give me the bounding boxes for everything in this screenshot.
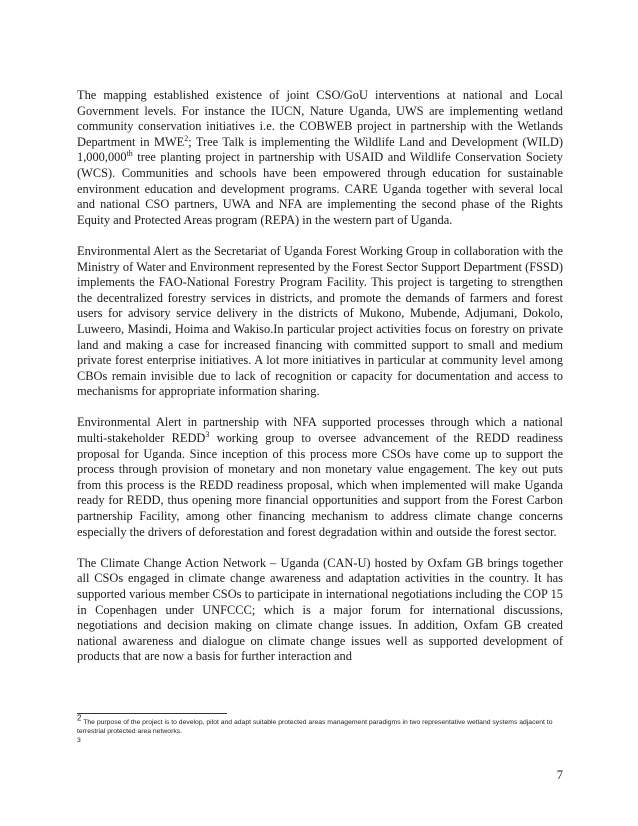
footnotes	[77, 713, 563, 745]
ordinal-superscript: th	[126, 149, 133, 159]
paragraph-4-text: The Climate Change Action Network – Uganda (CAN-U) hosted by Oxfam GB brings together all CSOs engaged in climate change awareness and adaptation activities in the country. It has supported various member CSOs to participate in international negotiations including the COP 15 in Copenhagen under UNFCCC; which is a major forum for international discussions, negotiations and decision making on climate change issues. In addition, Oxfam GB created national awareness and dialogue on climate change issues well as supported development of products that are now a basis for further interaction and	[77, 555, 563, 664]
footnote-3-marker: 3	[77, 737, 81, 744]
paragraph-3	[77, 415, 563, 540]
paragraph-2-text: Environmental Alert as the Secretariat of Uganda Forest Working Group in collaboration with the Ministry of Water and Environment represented by the Forest Sector Support Department (FSSD) implements the FAO-National Forestry Program Facility. This project is targeting to strengthen the decentralized forestry services in districts, and promote the demands of farmers and forest users for advisory service delivery in the districts of Mukono, Mubende, Adjumani, Dokolo, Luweero, Masindi, Hoima and Wakiso.In particular project activities focus on forestry on private land and making a case for increased financing with committed support to small and medium private forest enterprise initiatives. A lot more initiatives in particular at community level among CBOs remain invisible due to lack of recognition or capacity for documentation and access to mechanisms for appropriate information sharing.	[77, 243, 563, 399]
footnote-3	[77, 736, 563, 745]
paragraph-1-text-b: ; Tree Talk is implementing the Wildlife Land and Development (WILD) 1,000,000	[77, 134, 563, 165]
footnote-2-marker: 2	[77, 713, 82, 723]
body-text	[77, 88, 563, 681]
paragraph-1	[77, 88, 563, 228]
footnote-2-text: The purpose of the project is to develop, pilot and adapt suitable protected areas management paradigms in two representative wetland systems adjacent to terrestrial protected area networks.	[77, 719, 553, 735]
page-number: 7	[556, 768, 563, 782]
paragraph-4	[77, 556, 563, 665]
footnote-ref-2: 2	[184, 133, 189, 143]
footnote-2	[77, 713, 563, 736]
paragraph-3-text-a: Environmental Alert in partnership with NFA supported processes through which a national multi-stakeholder REDD	[77, 415, 563, 446]
paragraph-2	[77, 244, 563, 400]
footnote-ref-3: 3	[205, 429, 210, 439]
paragraph-1-text-c: tree planting project in partnership with USAID and Wildlife Conservation Society (WCS). Communities and schools have been empowered through education for sustainable environment education and development programs. CARE Uganda together with several local and national CSO partners, UWA and NFA are implementing the second phase of the Rights Equity and Protected Areas program (REPA) in the western part of Uganda.	[77, 150, 563, 227]
paragraph-3-text-b: working group to oversee advancement of the REDD readiness proposal for Uganda. Since inception of this process more CSOs have come up to support the process through provision of monetary and non monetary value engagement. The key out puts from this process is the REDD readiness proposal, which when implemented will make Uganda ready for REDD, thus opening more financial opportunities and support from the Forest Carbon partnership Facility, among other financing mechanism to address climate change concerns especially the drivers of deforestation and forest degradation within and outside the forest sector.	[77, 431, 563, 539]
footnote-separator	[77, 713, 227, 714]
paragraph-1-text-a: The mapping established existence of joint CSO/GoU interventions at national and Local Government levels. For instance the IUCN, Nature Uganda, UWS are implementing wetland community conservation initiatives i.e. the COBWEB project in partnership with the Wetlands Department in MWE	[77, 88, 563, 149]
